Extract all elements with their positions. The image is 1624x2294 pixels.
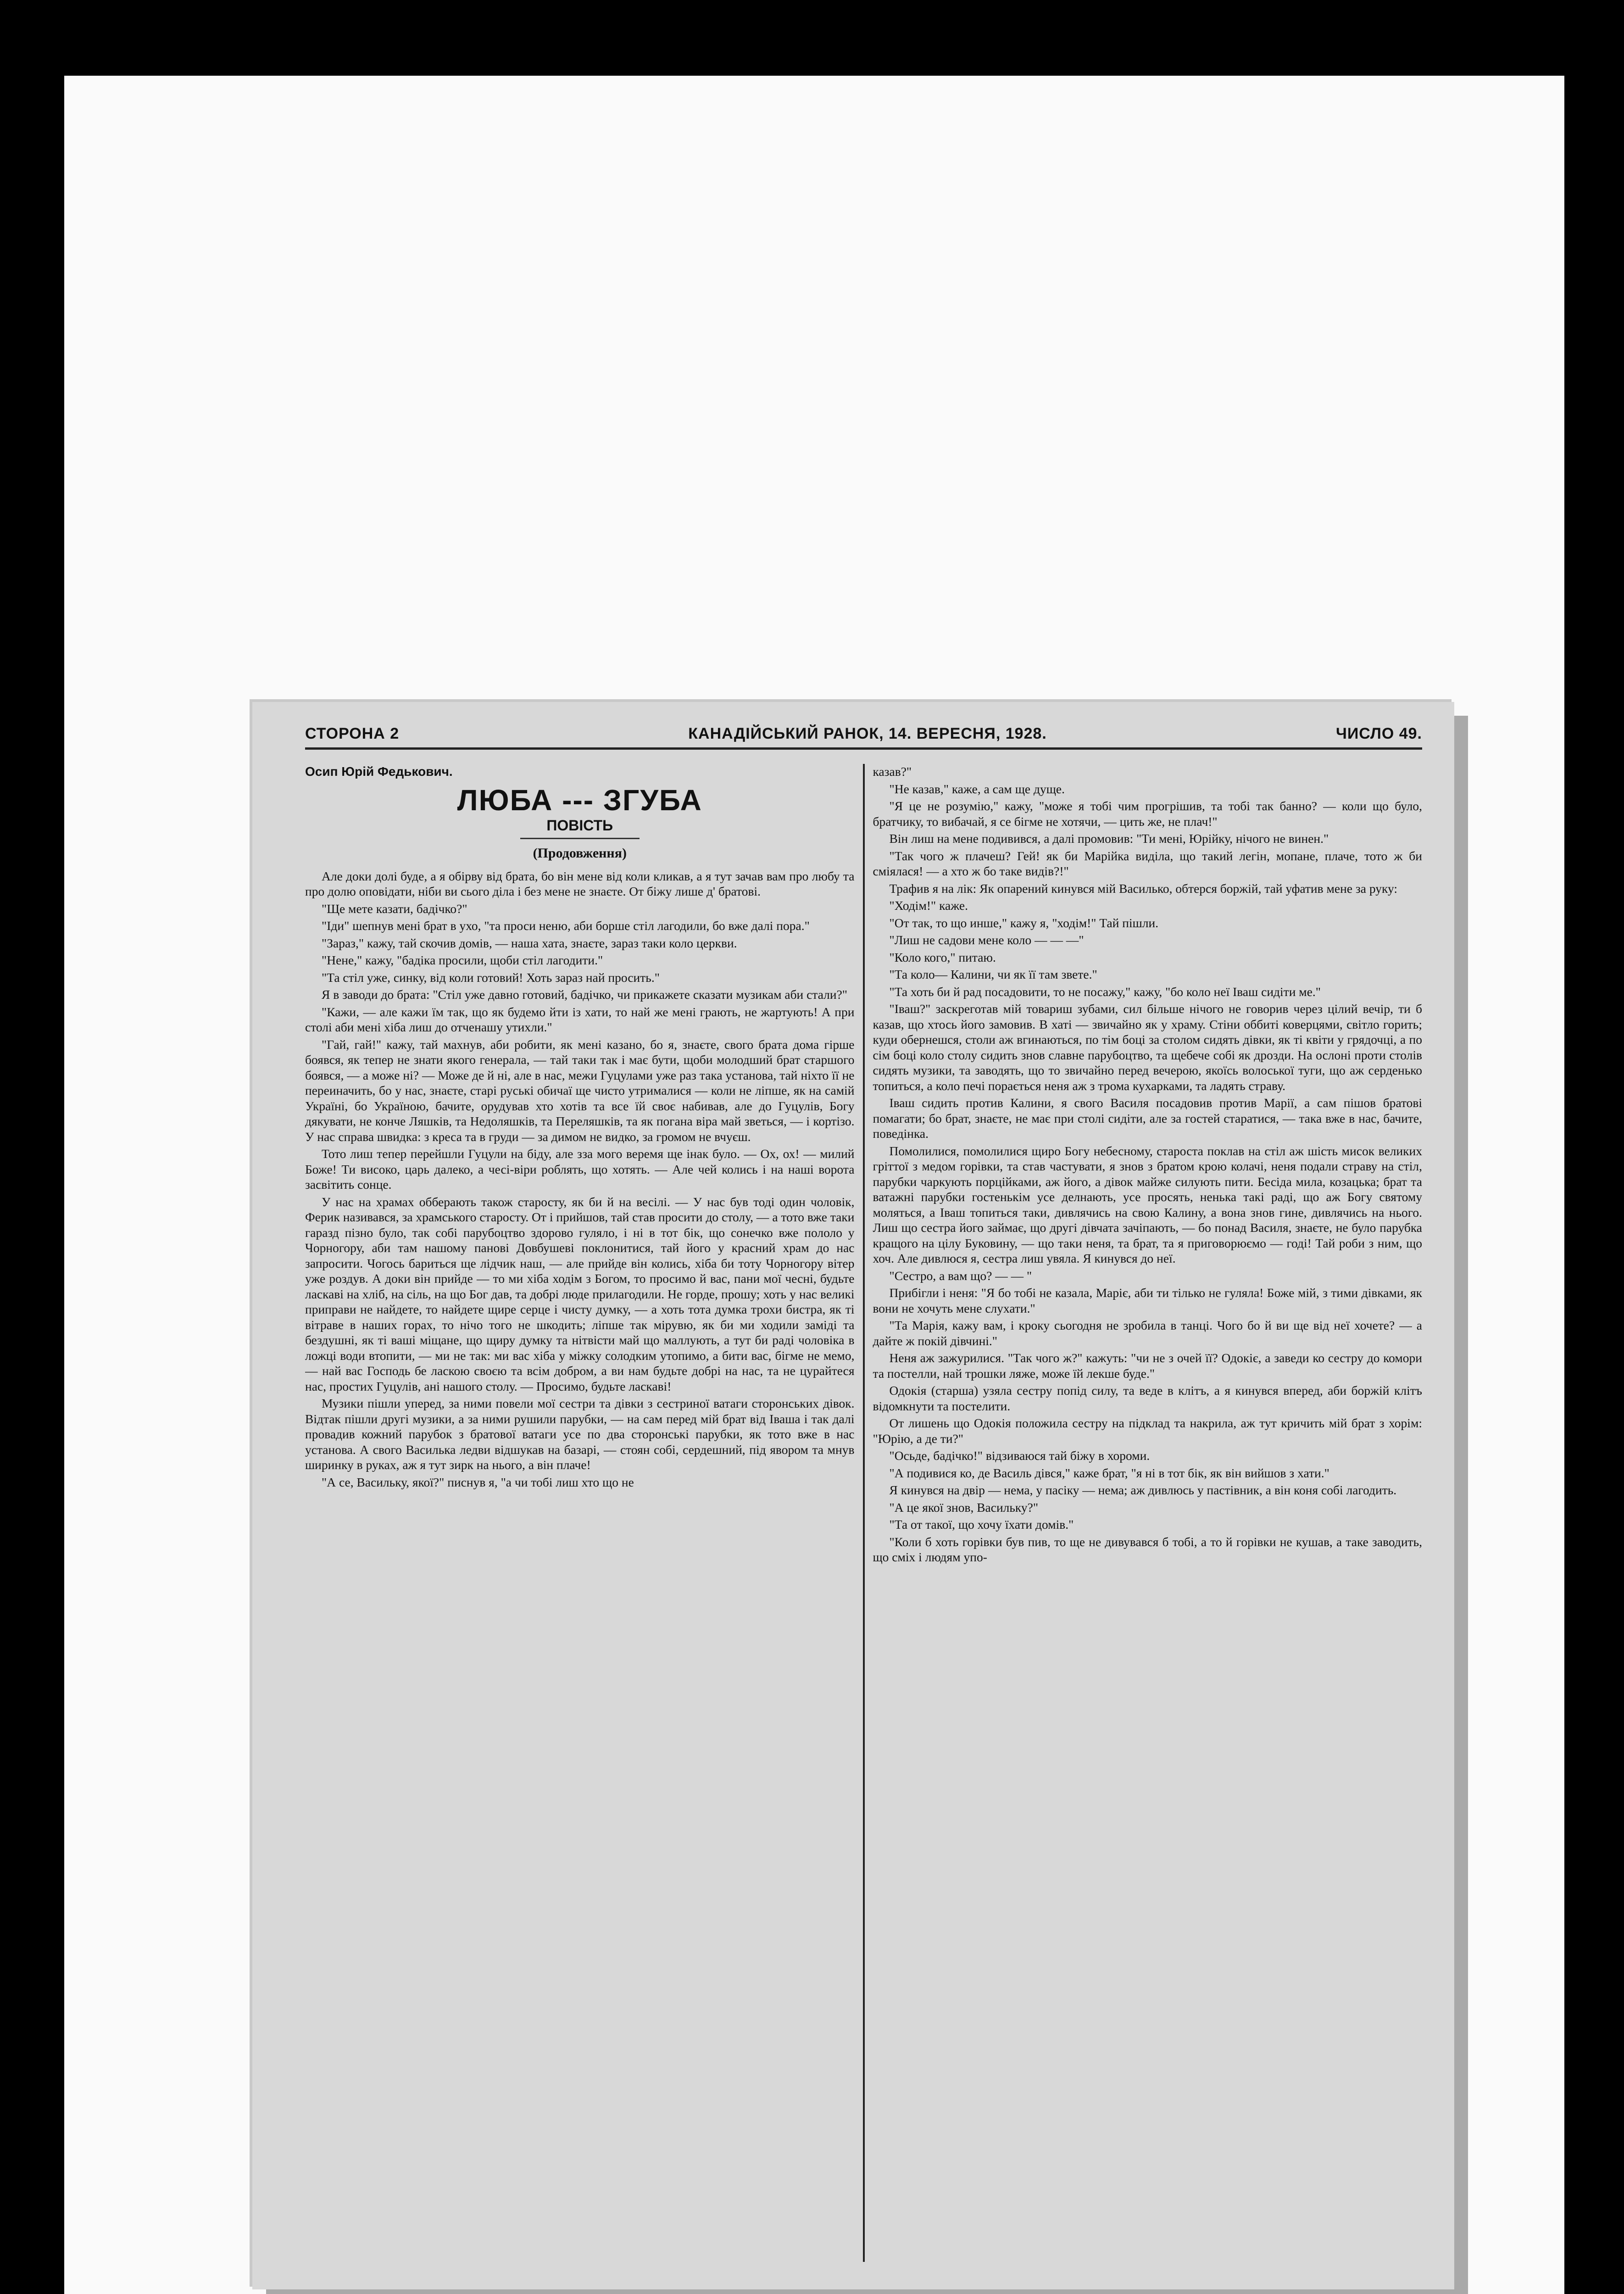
paragraph: "А подивися ко, де Василь дівся," каже брат, "я ні в тот бік, як він вийшов з хати."	[889, 1465, 1329, 1480]
paragraph: "От так, то що инше," кажу я, "ходім!" Тай пішли.	[889, 915, 1159, 930]
paragraph: "Іваш?" заскреготав мій товариш зубами, сил більше нічого не говорив через цілий вечір, ти б казав, що хтось його замовив. В хаті — звичайно як у храму. Стіни оббиті коверцями, світло горить; куди обернешся, столи аж вгинаються, по тім боці за столом сидять дівки, як ті квіти у грядочці, а по сім боці коло столу сидить знов славне парубоцтво, та щебече собі як дрозди. На ослоні проти столів сидять музики, та заводять, що то звичайно перед вечерою, якоїсь волоської туги, що аж серденько топиться, а коло печі порається неня аж з трома кухарками, та ладять страву.	[873, 1002, 1422, 1093]
newspaper-title-date: КАНАДІЙСЬКИЙ РАНОК, 14. ВЕРЕСНЯ, 1928.	[688, 725, 1047, 742]
paragraph: "А це якої знов, Васильку?"	[889, 1500, 1039, 1514]
paragraph: У нас на храмах обберають також старосту, як би й на весілі. — У нас був тоді один чоловік, Ферик називався, за храмського старосту. От і прийшов, тай став просити до столу, — а тото вже таки гаразд пізно було, так собі парубоцтво здорово гуляло, і ні в тот бік, що сонечко вже пололо у Чорногору, аби там нашому панові Довбушеві поклонитися, тай його у красний храм до нас запросити. Чогось бариться ще лідчик наш, — але прийде він колись, хіба би тоту Чорногору вітер уже роздув. А доки він прийде — то ми хіба ходім з Богом, то просимо й вас, пани мої чесні, будьте ласкаві на хліб, на сіль, на що Бог дав, та добрі люде прилагодили. Не горде, прошу; хоть у нас великі приправи не найдете, то найдете щире серце і чисту думку, — а хоть тота думка трохи бистра, як ті вітраве в наших горах, то нічо того не шкодить; ліпше так мірувю, як би ми ходили заміді та бездушні, як ті ваші міщане, що щиру думку та нітвісти май що маллують, а тут би раді чоловіка в ложці води втопити, — ми не так: ми вас хіба у міжку солодким утопимо, а бити вас, бігме не мемо, — най вас Господь бе ласкою своєю та всім добром, а ви нам будьте добрі на нас, та не цурайтеся нас, простих Гуцулів, ані нашого столу. — Просимо, будьте ласкаві!	[305, 1194, 855, 1393]
right-column-body	[873, 764, 1423, 1565]
paragraph: "Осьде, бадічко!" відзиваюся тай біжу в хороми.	[889, 1448, 1150, 1463]
title-divider	[520, 838, 640, 839]
text-columns	[305, 764, 1422, 2262]
paragraph: "Кажи, — але кажи їм так, що як будемо йти із хати, то най же мені грають, не жартують! А при столі аби мені хіба лиш до отченашу утихли."	[305, 1004, 855, 1034]
paragraph: "Лиш не садови мене коло — — —"	[889, 933, 1084, 947]
author-name: Осип Юрій Федькович.	[305, 764, 453, 779]
page-number: СТОРОНА 2	[305, 725, 400, 742]
microfilm-frame	[64, 76, 1564, 2294]
left-column	[305, 764, 863, 2262]
paragraph: "Сестро, а вам що? — — "	[889, 1268, 1032, 1283]
paragraph: Він лиш на мене подивився, а далі промовив: "Ти мені, Юрійку, нічого не винен."	[889, 831, 1329, 846]
paragraph: Музики пішли уперед, за ними повели мої сестри та дівки з сестриної ватаги сторонських дівок. Відтак пішли другі музики, а за ними рушили парубки, — на сам перед мій брат від Іваша і так далі провадив кожний парубок з братової ватаги усе по два сторонські парубки, як тото вже в нас установа. А свого Василька ледви відшукав на базарі, — стоян собі, сердешний, під явором та мнув ширинку в руках, аж я тут зирк на нього, а він плаче!	[305, 1396, 855, 1472]
paragraph: Я в заводи до брата: "Стіл уже давно готовий, бадічко, чи прикажете сказати музикам аби стали?"	[322, 987, 848, 1002]
paragraph: "Не казав," каже, а сам ще дуще.	[889, 781, 1065, 796]
paragraph: "Я це не розумію," кажу, "може я тобі чим прогрішив, та тобі так банно? — коли що було, братчику, то вибачай, я се бігме не хотячи, — цить же, не плач!"	[873, 799, 1422, 829]
paragraph: "Так чого ж плачеш? Гей! як би Марійка виділа, що такий легін, мопане, плаче, тото ж би сміялася! — а хто ж бо таке видів?!"	[873, 848, 1422, 878]
paragraph: "Та стіл уже, синку, від коли готовий! Хоть зараз най просить."	[322, 970, 660, 985]
issue-number: ЧИСЛО 49.	[1335, 725, 1422, 742]
paragraph: От лишень що Одокія положила сестру на підклад та накрила, аж тут кричить мій брат з хорім: "Юрію, а де ти?"	[873, 1416, 1422, 1446]
paragraph: Я кинувся на двір — нема, у пасіку — нема; аж дивлюсь у пастівник, а він коня собі лагодить.	[889, 1483, 1397, 1497]
page-content	[305, 725, 1422, 2262]
paragraph: "Та хоть би й рад посадовити, то не посажу," кажу, "бо коло неї Іваш сидіти ме."	[889, 984, 1321, 999]
paragraph: "Та Марія, кажу вам, і кроку сьогодня не зробила в танці. Чого бо й ви ще від неї хочете? — а дайте ж покій дівчині."	[873, 1318, 1422, 1348]
continuation-label: (Продовження)	[533, 846, 627, 861]
paragraph: "Іди" шепнув мені брат в ухо, "та проси неню, аби борше стіл лагодили, бо вже далі пора."	[322, 919, 810, 933]
paragraph: Але доки долі буде, а я обірву від брата, бо він мене від коли кликав, а я тут зачав вам про любу та про долю оповідати, ніби ви сього діла і без мене не знаєте. От біжу лише д' братові.	[305, 869, 855, 898]
paragraph: Трафив я на лік: Як опарений кинувся мій Василько, обтерся боржій, тай уфатив мене за руку:	[889, 881, 1397, 896]
paragraph: Прибігли і неня: "Я бо тобі не казала, Маріє, аби ти тілько не гуляла! Боже мій, з тими дівками, як вони не хочуть мене слухати."	[873, 1286, 1422, 1315]
paragraph: "А се, Васильку, якої?" писнув я, "а чи тобі лиш хто що не	[322, 1475, 634, 1489]
story-subtitle: ПОВІСТЬ	[546, 817, 613, 834]
paragraph: "Коло кого," питаю.	[889, 950, 996, 964]
paragraph: "Ходім!" каже.	[889, 898, 968, 913]
paragraph: "Та коло— Калини, чи як її там звете."	[889, 967, 1097, 981]
paragraph: "Нене," кажу, "бадіка просили, щоби стіл лагодити."	[322, 953, 603, 967]
paragraph: "Зараз," кажу, тай скочив домів, — наша хата, знаєте, зараз таки коло церкви.	[322, 935, 737, 950]
paragraph: Одокія (старша) узяла сестру попід силу, та веде в клітъ, а я кинувся вперед, аби боржій клітъ відомкнути та постелити.	[873, 1383, 1422, 1413]
newspaper-page	[252, 702, 1454, 2289]
page-header	[305, 725, 1422, 750]
right-column	[865, 764, 1423, 2262]
story-title: ЛЮБА --- ЗГУБА	[457, 783, 702, 817]
paragraph: "Та от такої, що хочу їхати домів."	[889, 1517, 1074, 1531]
paragraph: "Гай, гай!" кажу, тай махнув, аби робити, як мені казано, бо я, знаєте, свого брата дома гірше боявся, як тепер не знати якого генерала, — тай таки так і має бути, щоби молодший брат старшого боявся, — а може ні? — Може де й ні, але в нас, межи Гуцулами уже раз така установа, тай ніхто її не переиначить, бо у нас, знаєте, старі руські обичаї ще чисто утрималися — коли не ліпше, як на самій Україні, бо Україною, бачите, орудував хто хотів та все їй своє набивав, але до Гуцулів, Богу дякувати, не конче Ляшків, та Недоляшків, та Переляшків, та як погана віра май зветься, — і кортізо. У нас справа швидка: з креса та в груди — за димом не видко, за громом не вчуєш.	[305, 1037, 855, 1144]
paragraph: "Коли б хоть горівки був пив, то ще не дивувався б тобі, а то й горівки не кушав, а таке заводить, що сміх і людям упо-	[873, 1534, 1422, 1564]
paragraph: Неня аж зажурилися. "Так чого ж?" кажуть: "чи не з очей її? Одокіє, а заведи ко сестру до комори та постелли, най трошки ляже, може їй лекше буде."	[873, 1351, 1422, 1381]
paragraph: казав?"	[873, 764, 912, 779]
paragraph: Тото лиш тепер перейшли Гуцули на біду, але зза мого веремя ще інак було. — Ох, ох! — милий Боже! Ти високо, царь далеко, а чесі-віри роблять, що хотять. — Але чей колись і на наші ворота засвітить сонце.	[305, 1147, 855, 1192]
paragraph: Іваш сидить против Калини, я свого Василя посадовив против Марії, а сам пішов братові помагати; бо брат, знаєте, не має при столі сидіти, але за гостей старатися, — така вже в нас, бачите, поведінка.	[873, 1096, 1422, 1141]
paragraph: "Ще мете казати, бадічко?"	[322, 901, 467, 916]
left-column-body	[305, 869, 855, 1490]
paragraph: Помолилися, помолилися щиро Богу небесному, староста поклав на стіл аж шість мисок великих гріттої з медом горівки, та став частувати, я знов з братом крою колачі, неня подали страву на стіл, парубки чаркують порційками, аж його, а дівок майже силують пити. Бесіда мила, козацька; брат та ватажні парубки гостенькім усе делнають, усе просять, ненька такі раді, що аж Богу святому моляться, а Іваш топиться таки, дивлячись на свою Калину, а вона знов гине, дивлячись на нього. Лиш що сестра його займає, що другі дівчата зачіпають, — бо понад Василя, знаєте, не було парубка кращого на цілу Буковину, — що таки неня, та брат, та я приговорюємо — годі! Тай роби з ним, що хоч. Але дивлюся я, сестра лиш увяла. Я кинувся до неї.	[873, 1143, 1422, 1265]
